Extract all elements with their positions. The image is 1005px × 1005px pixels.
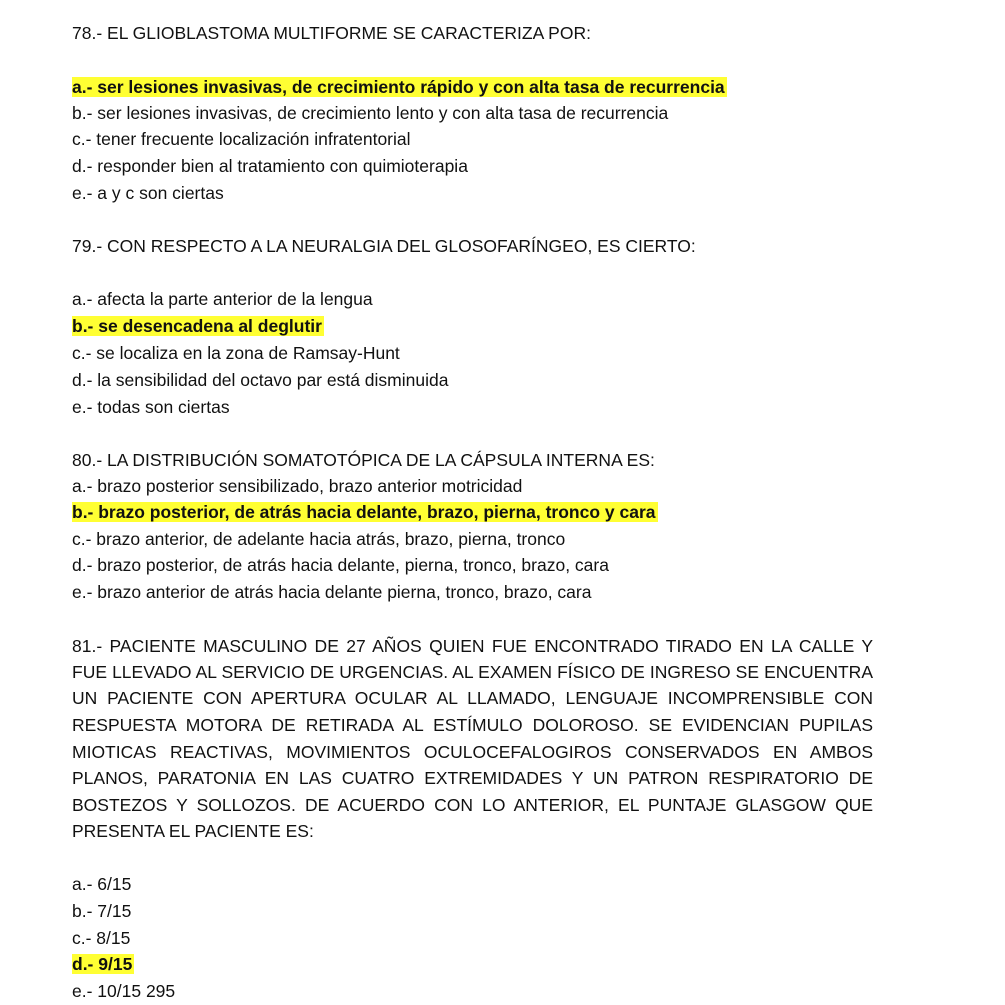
question-81-option-a: a.- 6/15 (72, 874, 132, 894)
question-81-option-e: e.- 10/15 295 (72, 981, 176, 1001)
question-78-title: 78.- EL GLIOBLASTOMA MULTIFORME SE CARACTERIZA POR: (72, 23, 591, 43)
question-81-text-line: 81.- PACIENTE MASCULINO DE 27 AÑOS QUIEN FUE ENCONTRADO TIRADO EN LA CALLE Y (72, 636, 873, 656)
highlighted-answer: a.- ser lesiones invasivas, de crecimiento rápido y con alta tasa de recurrencia (72, 77, 725, 97)
question-81-option-c: c.- 8/15 (72, 928, 131, 948)
highlighted-answer: b.- se desencadena al deglutir (72, 316, 322, 336)
highlighted-answer: d.- 9/15 (72, 954, 133, 974)
question-79-option-b (72, 314, 324, 338)
question-79-option-e: e.- todas son ciertas (72, 397, 230, 417)
question-78-option-d: d.- responder bien al tratamiento con quimioterapia (72, 156, 468, 176)
question-80-option-b (72, 500, 658, 524)
question-79-option-d: d.- la sensibilidad del octavo par está disminuida (72, 370, 449, 390)
question-80-option-e: e.- brazo anterior de atrás hacia delante pierna, tronco, brazo, cara (72, 582, 592, 602)
question-80-option-d: d.- brazo posterior, de atrás hacia delante, pierna, tronco, brazo, cara (72, 555, 609, 575)
question-80-option-c: c.- brazo anterior, de adelante hacia atrás, brazo, pierna, tronco (72, 529, 566, 549)
question-78-option-c: c.- tener frecuente localización infratentorial (72, 129, 411, 149)
question-81-option-b: b.- 7/15 (72, 901, 132, 921)
question-78-option-b: b.- ser lesiones invasivas, de crecimiento lento y con alta tasa de recurrencia (72, 103, 669, 123)
question-78-option-e: e.- a y c son ciertas (72, 183, 224, 203)
question-79-option-a: a.- afecta la parte anterior de la lengua (72, 289, 373, 309)
highlighted-answer: b.- brazo posterior, de atrás hacia delante, brazo, pierna, tronco y cara (72, 502, 656, 522)
question-79-option-c: c.- se localiza en la zona de Ramsay-Hunt (72, 343, 400, 363)
question-81-text-line: MIOTICAS REACTIVAS, MOVIMIENTOS OCULOCEFALOGIROS CONSERVADOS EN AMBOS (72, 742, 873, 762)
question-81-text-line: UN PACIENTE CON APERTURA OCULAR AL LLAMADO, LENGUAJE INCOMPRENSIBLE CON (72, 688, 873, 708)
question-81-text-line: BOSTEZOS Y SOLLOZOS. DE ACUERDO CON LO ANTERIOR, EL PUNTAJE GLASGOW QUE (72, 795, 873, 815)
question-80-option-a: a.- brazo posterior sensibilizado, brazo anterior motricidad (72, 476, 523, 496)
question-81-text-line: PRESENTA EL PACIENTE ES: (72, 821, 314, 841)
question-81-option-d (72, 952, 134, 976)
question-81-text-line: PLANOS, PARATONIA EN LAS CUATRO EXTREMIDADES Y UN PATRON RESPIRATORIO DE (72, 768, 873, 788)
question-81-text-line: RESPUESTA MOTORA DE RETIRADA AL ESTÍMULO DOLOROSO. SE EVIDENCIAN PUPILAS (72, 715, 873, 735)
question-78-option-a (72, 75, 727, 99)
question-79-title: 79.- CON RESPECTO A LA NEURALGIA DEL GLOSOFARÍNGEO, ES CIERTO: (72, 236, 696, 256)
question-80-title: 80.- LA DISTRIBUCIÓN SOMATOTÓPICA DE LA CÁPSULA INTERNA ES: (72, 450, 655, 470)
question-81-text-line: FUE LLEVADO AL SERVICIO DE URGENCIAS. AL EXAMEN FÍSICO DE INGRESO SE ENCUENTRA (72, 662, 873, 682)
